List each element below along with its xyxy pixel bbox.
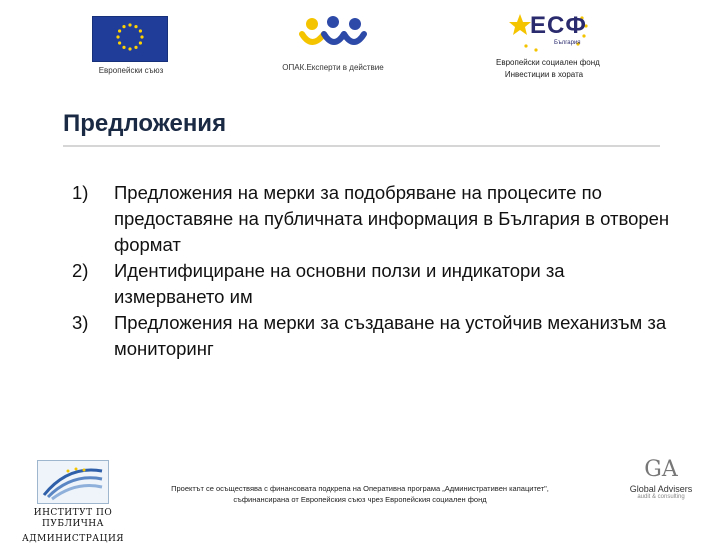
project-funding-note: Проектът се осъществява с финансовата подкрепа на Оперативна програма „Административен капацитет", съфинансирана от Европейския съюз чрез Европейския социален фонд [171,484,549,504]
list-item-number: 1) [72,182,89,203]
global-advisers-logo [628,458,694,500]
opak-caption: ОПАК.Експерти в действие [282,63,384,72]
eu-flag-icon [92,16,168,62]
esf-logo [496,10,600,80]
opak-people-icon [298,16,368,52]
list-item-number: 2) [72,260,89,281]
esf-country: България [554,40,581,46]
ga-monogram: GA [644,457,678,482]
esf-caption-line2: Инвестиции в хората [504,70,584,79]
ipa-arcs-icon [38,461,108,503]
list-item [72,180,672,258]
list-item-number: 3) [72,312,89,333]
list-item-text: Предложения на мерки за създаване на устойчив механизъм за мониторинг [114,312,667,359]
ipa-emblem-icon [37,460,109,504]
ga-name: Global Advisers [629,484,693,494]
ga-subtitle: audit & consulting [637,494,685,500]
ipa-caption-line1: ИНСТИТУТ ПО ПУБЛИЧНА [33,508,113,529]
esf-title: ЕСФ [530,12,587,39]
proposal-list [72,180,672,362]
title-divider [63,145,660,147]
ipa-caption-line2: АДМИНИСТРАЦИЯ [21,534,125,544]
slide-title: Предложения [63,110,227,137]
eu-logo [92,16,170,75]
list-item-text: Идентифициране на основни ползи и индикатори за измерването им [114,260,565,307]
eu-stars-icon [93,17,167,61]
list-item [72,310,672,362]
eu-caption: Европейски съюз [98,66,164,75]
list-item [72,258,672,310]
opak-logo [268,16,398,72]
esf-caption-line1: Европейски социален фонд [496,58,600,67]
esf-mark [496,10,592,56]
ipa-logo [8,460,138,545]
list-item-text: Предложения на мерки за подобряване на процесите по предоставяне на публичната информация в България в отворен формат [114,182,670,255]
